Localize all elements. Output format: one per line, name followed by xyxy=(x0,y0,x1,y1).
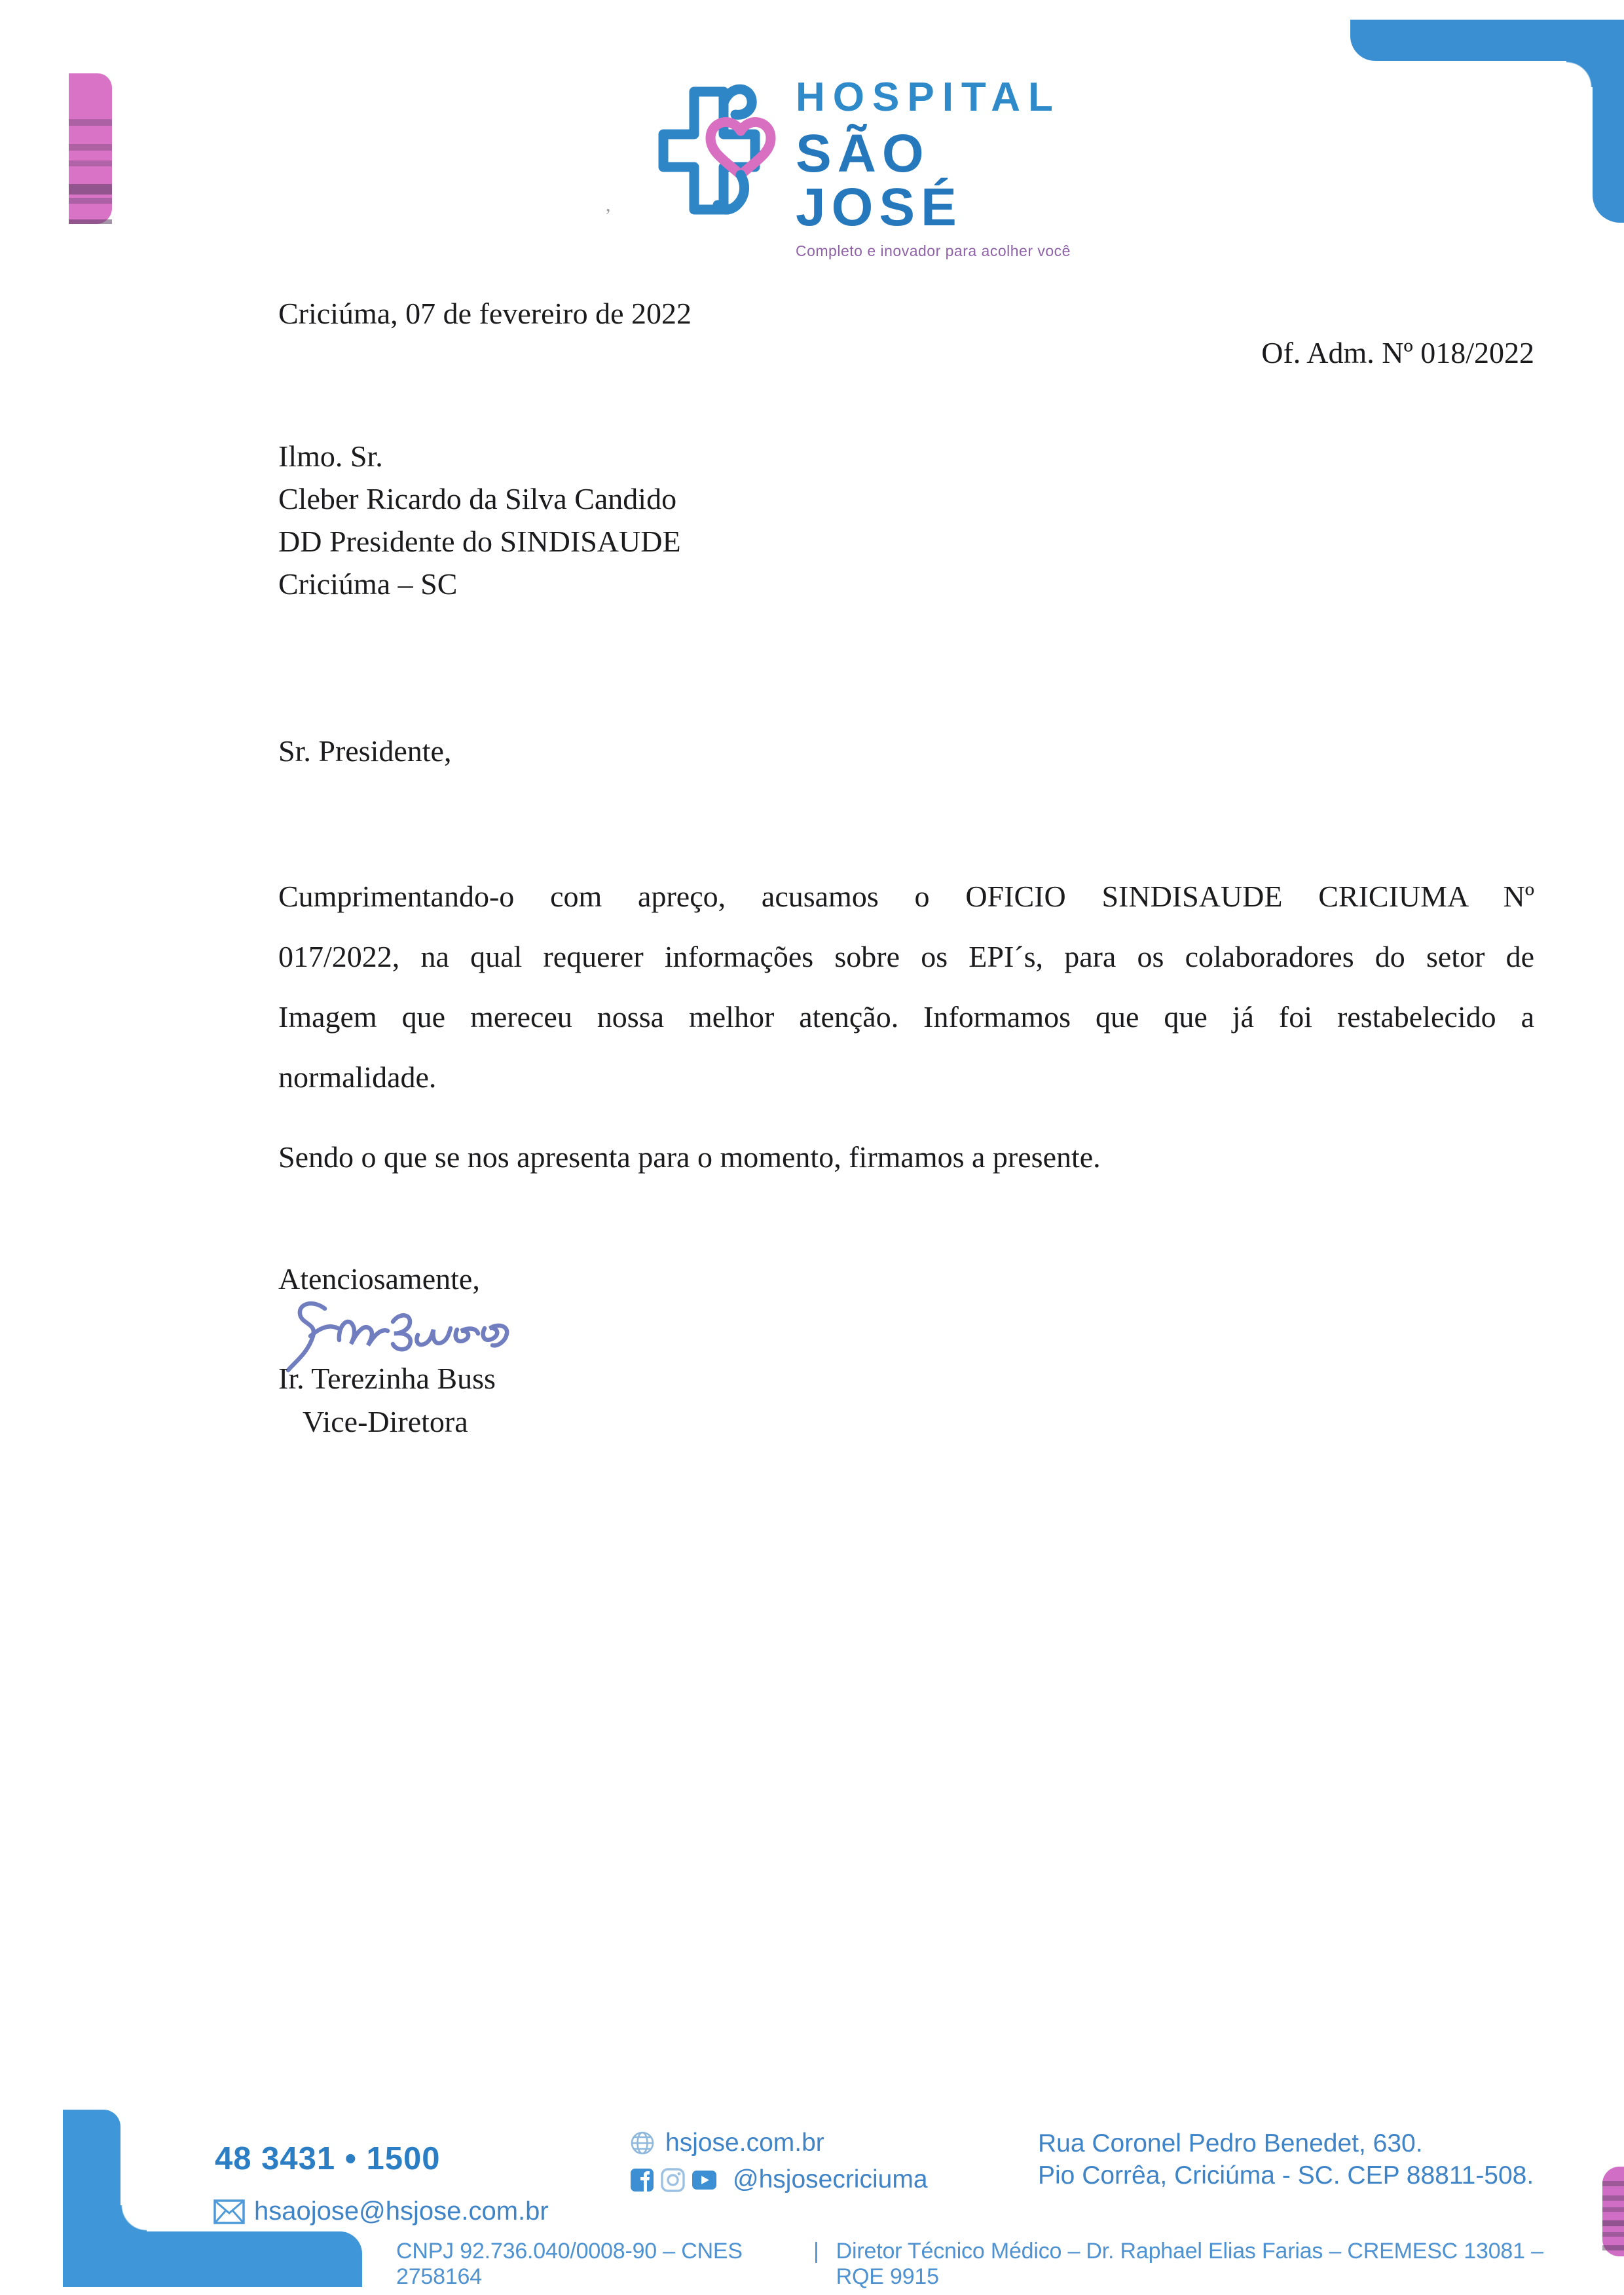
paragraph-line: normalidade. xyxy=(278,1060,437,1094)
blue-corner-bar-horizontal xyxy=(1350,20,1624,61)
globe-icon xyxy=(630,2131,655,2155)
recipient-line-city: Criciúma – SC xyxy=(278,567,458,601)
footer-social-row xyxy=(630,2165,928,2194)
footer-social-handle: @hsjosecriciuma xyxy=(733,2165,928,2193)
footer-website-row xyxy=(630,2129,824,2157)
paragraph-line: Imagem que mereceu nossa melhor atenção. Informamos que que já foi restabelecido a xyxy=(278,1000,1534,1034)
pink-tab-top-left xyxy=(69,73,112,224)
paragraph-line: Cumprimentando-o com apreço, acusamos o OFICIO SINDISAUDE CRICIUMA Nº xyxy=(278,880,1534,913)
instagram-icon xyxy=(661,2168,685,2192)
closing-word: Atenciosamente, xyxy=(278,1262,480,1296)
logo-sao-jose-word: SÃO JOSÉ xyxy=(796,124,963,237)
scan-speck: , xyxy=(606,194,611,215)
footer-blue-l-fillet xyxy=(120,2205,147,2231)
footer-phone: 48 3431 • 1500 xyxy=(215,2141,441,2176)
footer-website: hsjose.com.br xyxy=(665,2129,824,2157)
envelope-icon xyxy=(213,2199,245,2224)
letter-reference-number: Of. Adm. Nº 018/2022 xyxy=(1261,336,1534,369)
blue-corner-fillet xyxy=(1566,61,1593,87)
footer-address-line2: Pio Corrêa, Criciúma - SC. CEP 88811-508. xyxy=(1038,2161,1534,2190)
signer-name: Ir. Terezinha Buss xyxy=(278,1362,496,1395)
youtube-icon xyxy=(692,2168,717,2192)
signer-title: Vice-Diretora xyxy=(303,1405,468,1438)
footer-address-block xyxy=(1038,2127,1534,2192)
recipient-line-name: Cleber Ricardo da Silva Candido xyxy=(278,482,677,515)
pink-tab-bottom-right xyxy=(1602,2167,1624,2256)
footer-cnpj-cnes: CNPJ 92.736.040/0008-90 – CNES 2758164 xyxy=(396,2239,743,2289)
footer-address-line1: Rua Coronel Pedro Benedet, 630. xyxy=(1038,2129,1423,2157)
logo-tagline: Completo e inovador para acolher você xyxy=(796,242,1071,259)
paragraph-line: 017/2022, na qual requerer informações sobre os EPI´s, para os colaboradores do setor de xyxy=(278,940,1534,973)
logo-text-block xyxy=(796,77,1077,259)
footer-technical-director: Diretor Técnico Médico – Dr. Raphael Elias Farias – CREMESC 13081 – RQE 9915 xyxy=(836,2239,1543,2289)
logo-hospital-word: HOSPITAL xyxy=(796,75,1061,120)
footer-registration-row xyxy=(396,2239,1581,2290)
recipient-line-honorific: Ilmo. Sr. xyxy=(278,439,383,473)
recipient-block xyxy=(278,435,681,605)
salutation: Sr. Presidente, xyxy=(278,734,452,768)
blue-corner-bar-vertical xyxy=(1593,20,1624,223)
body-paragraph-1 xyxy=(278,879,1534,1120)
footer-blue-l-horizontal xyxy=(63,2231,362,2287)
hospital-cross-heart-icon xyxy=(658,75,779,219)
footer-email-row xyxy=(213,2197,549,2226)
facebook-icon xyxy=(630,2168,654,2192)
letter-date: Criciúma, 07 de fevereiro de 2022 xyxy=(278,297,692,330)
footer-divider: | xyxy=(813,2239,819,2264)
body-paragraph-2: Sendo o que se nos apresenta para o momento, firmamos a presente. xyxy=(278,1140,1101,1174)
recipient-line-title: DD Presidente do SINDISAUDE xyxy=(278,525,681,558)
footer-email: hsaojose@hsjose.com.br xyxy=(254,2197,549,2226)
